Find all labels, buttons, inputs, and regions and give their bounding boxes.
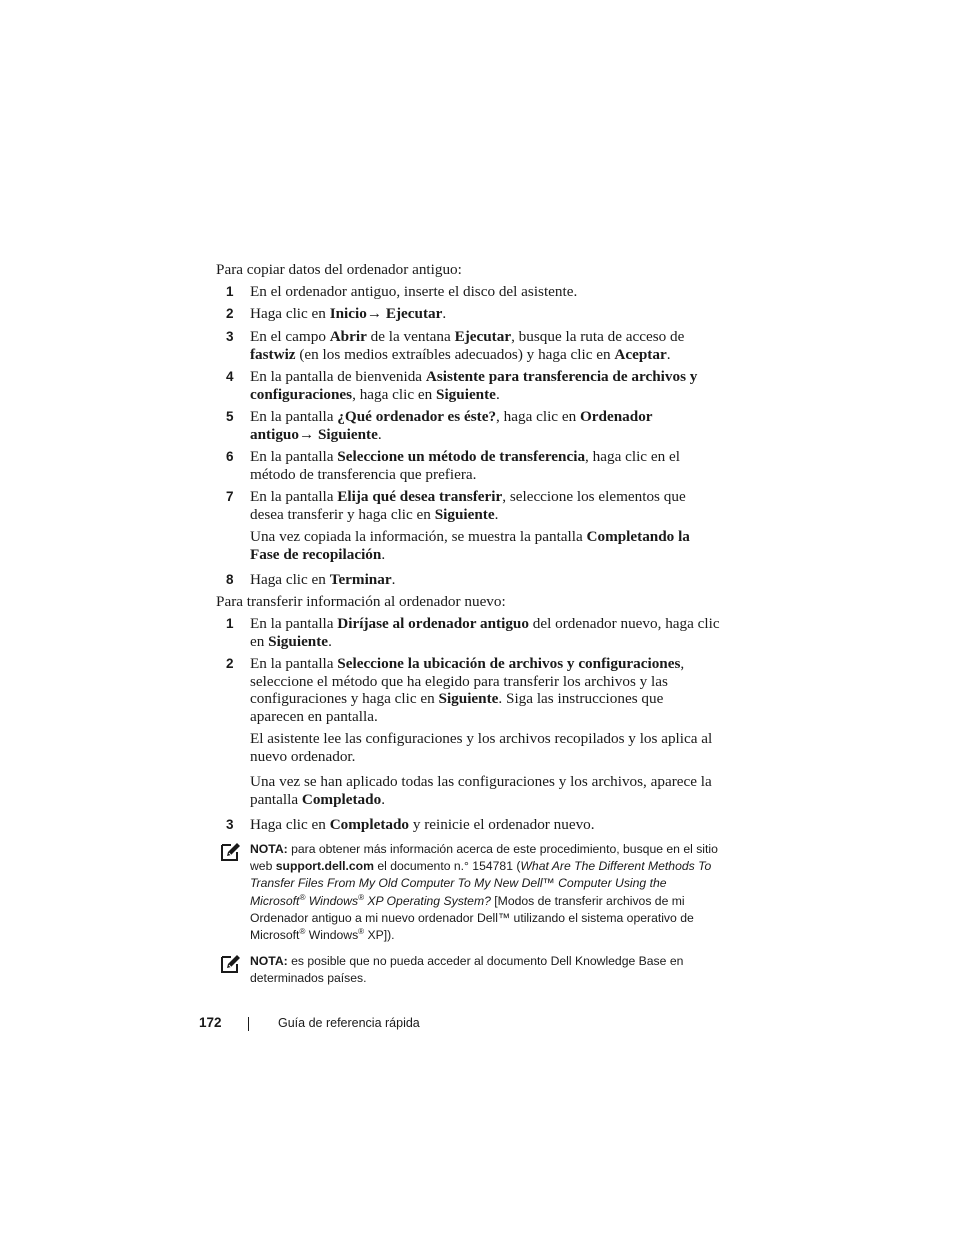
copy-step-2: Haga clic en Inicio→ Ejecutar. (250, 305, 447, 322)
step-number: 8 (226, 572, 234, 587)
page-number: 172 (199, 1015, 222, 1030)
copy-step-5: En la pantalla ¿Qué ordenador es éste?, haga clic en Ordenador antiguo→ Siguiente. (250, 408, 653, 443)
step-number: 1 (226, 284, 234, 299)
note-1: NOTA: para obtener más información acerca de este procedimiento, busque en el sitio web support.dell.com el documento n.° 154781 (What Are The Different Methods To Transfer Files From My Old Computer To My New Dell™ Computer Using the Microsoft® Windows® XP Operating System? [Modos de transferir archivos de mi Ordenador antiguo a mi nuevo ordenador Dell™ utilizando el sistema operativo de Microsoft® Windows® XP]). (250, 842, 718, 943)
transfer-step-2-completion: Una vez se han aplicado todas las configuraciones y los archivos, aparece la pantalla Completado. (250, 773, 712, 808)
step-number: 6 (226, 449, 234, 464)
transfer-step-2-detail: El asistente lee las configuraciones y los archivos recopilados y los aplica al nuevo ordenador. (250, 730, 713, 765)
copy-step-6: En la pantalla Seleccione un método de transferencia, haga clic en el método de transferencia que prefiera. (250, 448, 680, 483)
pencil-note-icon (219, 841, 241, 863)
step-number: 2 (226, 306, 234, 321)
footer-divider (248, 1017, 249, 1031)
copy-step-7-detail: Una vez copiada la información, se muestra la pantalla Completando la Fase de recopilación. (250, 528, 690, 563)
copy-step-1: En el ordenador antiguo, inserte el disco del asistente. (250, 283, 578, 300)
copy-step-8: Haga clic en Terminar. (250, 571, 396, 588)
step-number: 3 (226, 329, 234, 344)
support-link[interactable]: support.dell.com (275, 859, 374, 874)
step-number: 4 (226, 369, 234, 384)
copy-step-3: En el campo Abrir de la ventana Ejecutar, busque la ruta de acceso de fastwiz (en los medios extraíbles adecuados) y haga clic en Aceptar. (250, 328, 685, 363)
pencil-note-icon (219, 953, 241, 975)
intro-transfer: Para transferir información al ordenador nuevo: (216, 593, 506, 610)
note-label: NOTA: (250, 954, 288, 968)
transfer-step-3: Haga clic en Completado y reinicie el ordenador nuevo. (250, 816, 595, 833)
step-number: 2 (226, 656, 234, 671)
step-number: 1 (226, 616, 234, 631)
copy-step-4: En la pantalla de bienvenida Asistente para transferencia de archivos y configuraciones, haga clic en Siguiente. (250, 368, 698, 403)
copy-step-7: En la pantalla Elija qué desea transferir, seleccione los elementos que desea transferir y haga clic en Siguiente. (250, 488, 686, 523)
step-number: 3 (226, 817, 234, 832)
note-label: NOTA: (250, 842, 288, 856)
transfer-step-1: En la pantalla Diríjase al ordenador antiguo del ordenador nuevo, haga clic en Siguiente. (250, 615, 720, 650)
footer-title: Guía de referencia rápida (278, 1016, 420, 1030)
transfer-step-2: En la pantalla Seleccione la ubicación de archivos y configuraciones, seleccione el método que ha elegido para transferir los archivos y las configuraciones y haga clic en Siguiente. Siga las instrucciones que aparecen en pantalla. (250, 655, 685, 725)
step-number: 5 (226, 409, 234, 424)
intro-copy: Para copiar datos del ordenador antiguo: (216, 261, 462, 278)
note-2: NOTA: es posible que no pueda acceder al documento Dell Knowledge Base en determinados países. (250, 954, 684, 986)
step-number: 7 (226, 489, 234, 504)
